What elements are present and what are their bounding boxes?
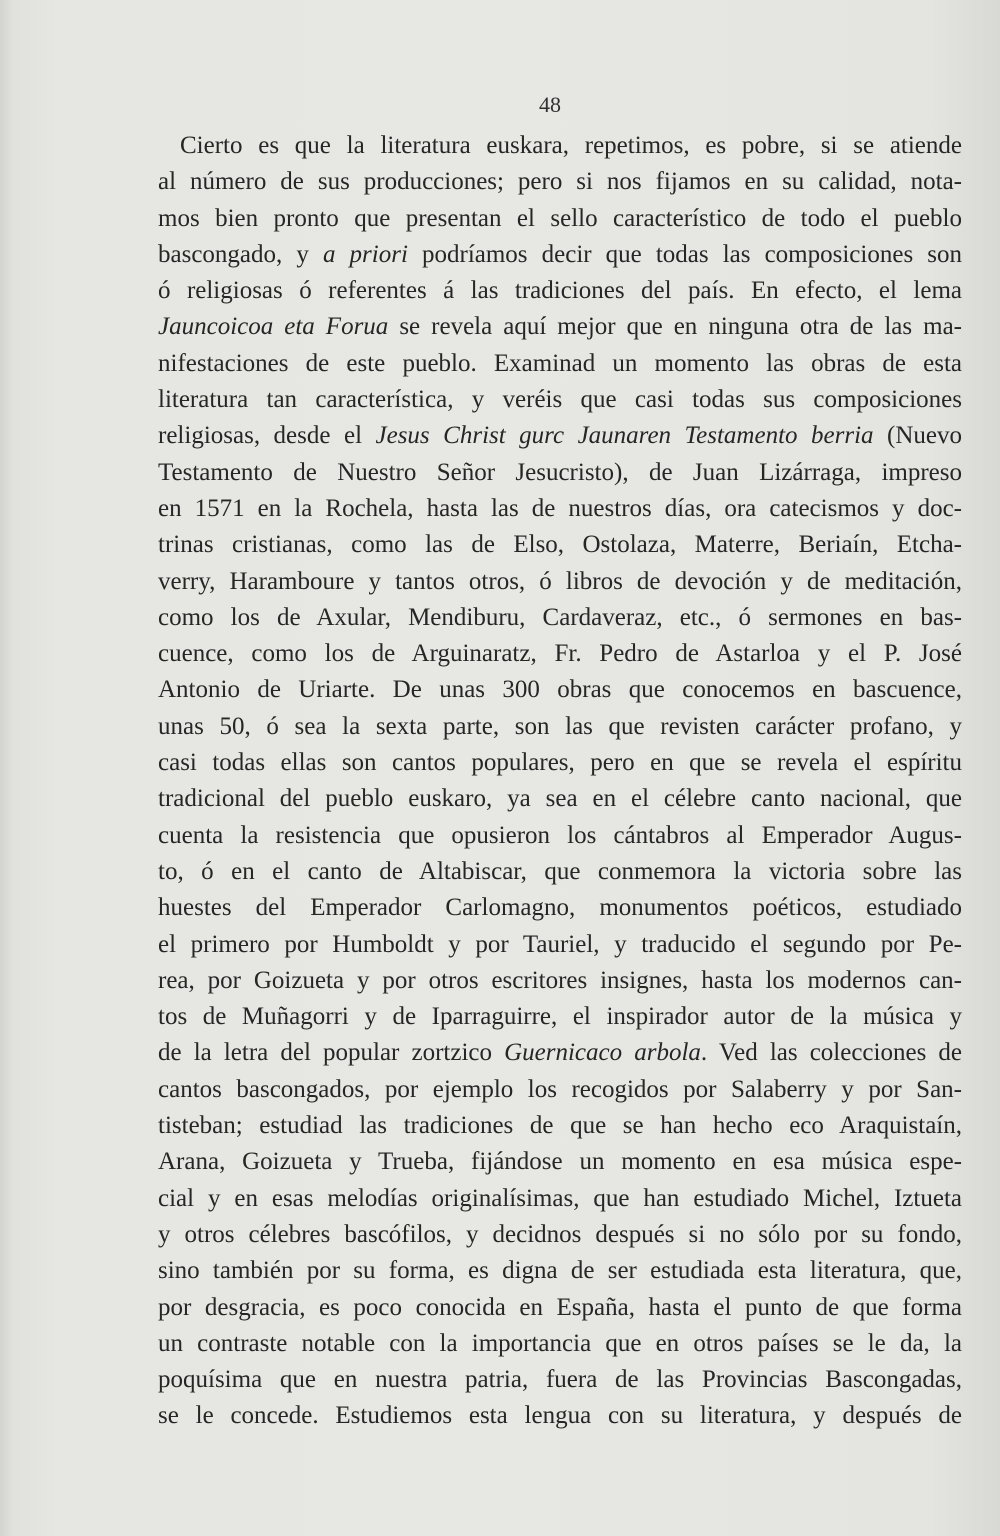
text-line — [158, 1144, 962, 1180]
text-line — [158, 382, 962, 418]
text-line — [158, 309, 962, 345]
text-line — [158, 1217, 962, 1253]
italic-title: a priori — [322, 240, 408, 268]
text-run: poquísima que en nuestra patria, fuera de las Provincias Bascongadas, — [158, 1366, 962, 1394]
text-run: un contraste notable con la importancia que en otros países se le da, la — [158, 1329, 962, 1357]
text-run: rea, por Goizueta y por otros escritores insignes, hasta los modernos can- — [158, 966, 962, 994]
text-line — [158, 890, 962, 926]
text-run: y otros célebres bascófilos, y decidnos después si no sólo por su fondo, — [158, 1220, 962, 1248]
text-line — [158, 672, 962, 708]
text-run: al número de sus producciones; pero si nos fijamos en su calidad, nota- — [158, 168, 962, 196]
text-line — [158, 963, 962, 999]
text-line — [158, 999, 962, 1035]
text-run: cuence, como los de Arguinaratz, Fr. Pedro de Astarloa y el P. José — [158, 640, 962, 668]
text-run: bascongado, y — [158, 240, 323, 268]
text-line — [158, 1035, 962, 1071]
body-paragraph — [158, 128, 962, 1435]
text-run: ó religiosas ó referentes á las tradiciones del país. En efecto, el lema — [158, 277, 962, 305]
text-line — [158, 491, 962, 527]
text-line — [158, 927, 962, 963]
text-line — [158, 418, 962, 454]
text-line — [158, 854, 962, 890]
text-run: verry, Haramboure y tantos otros, ó libros de devoción y de meditación, — [158, 567, 962, 595]
text-run: por desgracia, es poco conocida en España, hasta el punto de que forma — [158, 1293, 962, 1321]
text-run: to, ó en el canto de Altabiscar, que conmemora la victoria sobre las — [158, 857, 962, 885]
italic-title: Jesus Christ gurc Jaunaren Testamento berria — [375, 422, 874, 450]
text-run: religiosas, desde el — [158, 422, 376, 450]
text-line — [158, 636, 962, 672]
text-line — [158, 201, 962, 237]
text-run: Testamento de Nuestro Señor Jesucristo), de Juan Lizárraga, impreso — [158, 458, 962, 486]
text-run: cantos bascongados, por ejemplo los recogidos por Salaberry y por San- — [158, 1075, 962, 1103]
text-run: sino también por su forma, es digna de ser estudiada esta literatura, que, — [158, 1257, 962, 1285]
text-run: trinas cristianas, como las de Elso, Ostolaza, Materre, Beriaín, Etcha- — [158, 531, 962, 559]
text-line — [158, 527, 962, 563]
text-run: casi todas ellas son cantos populares, pero en que se revela el espíritu — [158, 749, 962, 777]
text-run: tisteban; estudiad las tradiciones de que se han hecho eco Araquistaín, — [158, 1112, 962, 1140]
text-run: el primero por Humboldt y por Tauriel, y traducido el segundo por Pe- — [158, 930, 962, 958]
text-run: Arana, Goizueta y Trueba, fijándose un momento en esa música espe- — [158, 1148, 962, 1176]
text-line — [158, 709, 962, 745]
italic-title: Jauncoicoa eta Forua — [158, 313, 389, 341]
text-line — [158, 1398, 962, 1434]
text-run: en 1571 en la Rochela, hasta las de nuestros días, ora catecismos y doc- — [158, 494, 962, 522]
text-run: unas 50, ó sea la sexta parte, son las que revisten carácter profano, y — [158, 712, 962, 740]
text-run: Antonio de Uriarte. De unas 300 obras que conocemos en bascuence, — [158, 676, 962, 704]
text-run: Cierto es que la literatura euskara, repetimos, es pobre, si se atiende — [180, 132, 962, 159]
text-line — [158, 1326, 962, 1362]
text-line — [158, 1108, 962, 1144]
text-run: huestes del Emperador Carlomagno, monumentos poéticos, estudiado — [158, 894, 962, 922]
text-line — [158, 237, 962, 273]
text-run: mos bien pronto que presentan el sello característico de todo el pueblo — [158, 204, 962, 232]
text-run: tradicional del pueblo euskaro, ya sea en el célebre canto nacional, que — [158, 785, 962, 813]
text-line — [158, 346, 962, 382]
text-run: podríamos decir que todas las composiciones son — [407, 240, 962, 268]
text-run: (Nuevo — [873, 422, 962, 450]
text-run: tos de Muñagorri y de Iparraguirre, el inspirador autor de la música y — [158, 1003, 962, 1031]
text-line — [158, 1290, 962, 1326]
text-line — [158, 1362, 962, 1398]
text-run: cial y en esas melodías originalísimas, que han estudiado Michel, Iztueta — [158, 1184, 962, 1212]
text-run: se revela aquí mejor que en ninguna otra de las ma- — [388, 313, 963, 341]
text-run: literatura tan característica, y veréis que casi todas sus composiciones — [158, 386, 962, 414]
text-run: como los de Axular, Mendiburu, Cardaveraz, etc., ó sermones en bas- — [158, 603, 962, 631]
text-line — [158, 745, 962, 781]
text-line — [158, 273, 962, 309]
page-number: 48 — [539, 92, 561, 117]
text-line — [158, 164, 962, 200]
text-line — [158, 1253, 962, 1289]
text-run: . Ved las colecciones de — [700, 1039, 962, 1067]
text-run: cuenta la resistencia que opusieron los cántabros al Emperador Augus- — [158, 821, 962, 849]
text-line — [158, 600, 962, 636]
text-line — [158, 564, 962, 600]
text-run: se le concede. Estudiemos esta lengua con su literatura, y después de — [158, 1402, 962, 1430]
text-line — [158, 818, 962, 854]
text-line — [158, 1181, 962, 1217]
text-line — [158, 128, 962, 164]
text-line — [158, 781, 962, 817]
text-run: de la letra del popular zortzico — [158, 1039, 505, 1067]
text-line — [158, 455, 962, 491]
text-line — [158, 1072, 962, 1108]
italic-title: Guernicaco arbola — [504, 1039, 701, 1067]
text-run: nifestaciones de este pueblo. Examinad un momento las obras de esta — [158, 349, 962, 377]
